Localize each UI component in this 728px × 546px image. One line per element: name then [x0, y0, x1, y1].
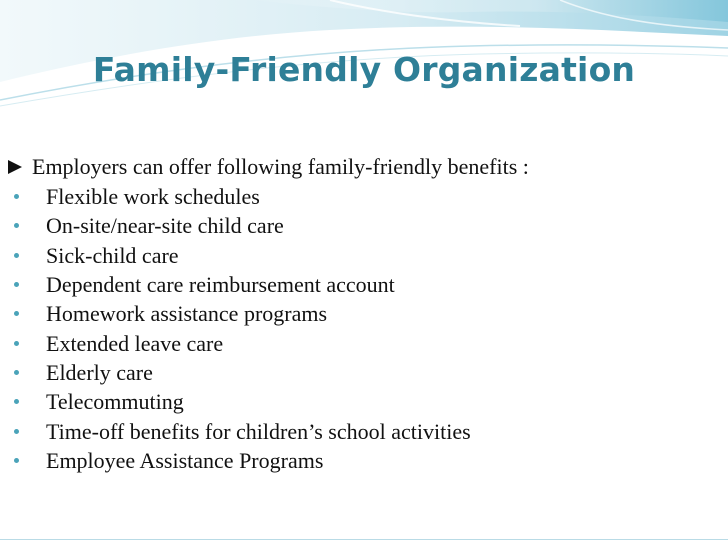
list-item — [0, 358, 720, 387]
list-item — [0, 211, 720, 240]
bullet-dot-icon — [14, 194, 19, 199]
bullet-dot-icon — [14, 399, 19, 404]
benefits-list — [0, 182, 720, 475]
slide-title: Family-Friendly Organization — [92, 50, 636, 89]
bullet-dot-icon — [14, 282, 19, 287]
list-item-text: Dependent care reimbursement account — [46, 272, 395, 298]
list-item — [0, 446, 720, 475]
bullet-dot-icon — [14, 458, 19, 463]
bullet-dot-icon — [14, 253, 19, 258]
list-item-text: Sick-child care — [46, 242, 179, 268]
list-item-text: On-site/near-site child care — [46, 213, 284, 239]
bottom-divider — [0, 539, 728, 540]
slide-body — [0, 152, 720, 475]
list-item-text: Extended leave care — [46, 330, 224, 356]
triangle-bullet-icon — [8, 160, 22, 174]
list-item-text: Employee Assistance Programs — [46, 447, 324, 473]
list-item-text: Elderly care — [46, 359, 153, 385]
bullet-dot-icon — [14, 223, 19, 228]
list-item — [0, 241, 720, 270]
list-item — [0, 416, 720, 445]
list-item-text: Homework assistance programs — [46, 301, 328, 327]
list-item — [0, 182, 720, 211]
list-item — [0, 270, 720, 299]
bullet-dot-icon — [14, 370, 19, 375]
intro-text: Employers can offer following family-friendly benefits : — [32, 154, 529, 179]
bullet-dot-icon — [14, 429, 19, 434]
list-item-text: Flexible work schedules — [46, 184, 260, 210]
intro-line — [0, 152, 720, 182]
list-item — [0, 387, 720, 416]
list-item — [0, 299, 720, 328]
bullet-dot-icon — [14, 311, 19, 316]
list-item-text: Telecommuting — [46, 389, 184, 415]
bullet-dot-icon — [14, 341, 19, 346]
list-item-text: Time-off benefits for children’s school activities — [46, 418, 471, 444]
list-item — [0, 328, 720, 357]
